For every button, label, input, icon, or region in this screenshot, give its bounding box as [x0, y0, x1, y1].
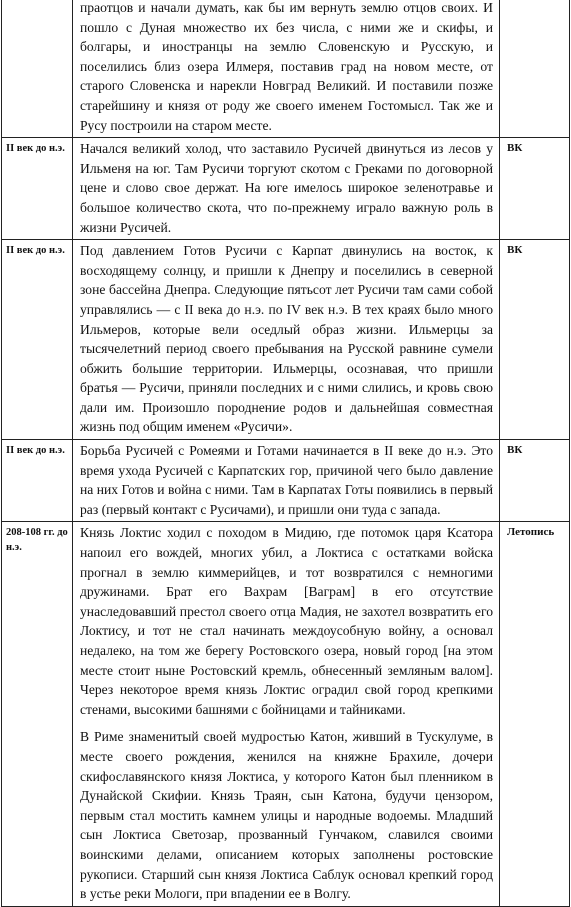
source-cell — [500, 0, 570, 138]
event-cell — [73, 240, 500, 440]
event-paragraph: праотцов и начали думать, как бы им вернуть землю отцов своих. И пошло с Дуная множество их без числа, с ними же и скифы, и болгары, и иностранцы на землю Словенскую и Русскую, и поселились близ озера Илмеря, поставив град на новом месте, от старого Словенска и нарекли Новград Великий. И поставили позже старейшину и князя от роду же своего именем Гостомысл. Так же и Русу построили на старом месте. — [80, 0, 493, 133]
source-cell: ВК — [500, 240, 570, 440]
date-cell: 208-108 гг. до н.э. — [2, 522, 73, 906]
date-cell — [2, 0, 73, 138]
date-cell: II век до н.э. — [2, 440, 73, 522]
event-paragraph: Начался великий холод, что заставило Русичей двинуться из лесов у Ильменя на юг. Там Русичи торгуют скотом с Греками по договорной цене и слово свое держат. На юге имелось широкое зеленотравье и большое количество скота, что по-прежнему играло важную роль в жизни Русичей. — [80, 141, 493, 235]
date-cell: II век до н.э. — [2, 240, 73, 440]
source-cell: ВК — [500, 138, 570, 240]
event-cell — [73, 440, 500, 522]
chronology-table — [1, 0, 570, 907]
source-cell: Летопись — [500, 522, 570, 906]
event-cell — [73, 0, 500, 138]
table-row — [2, 440, 570, 522]
event-cell — [73, 138, 500, 240]
table-row — [2, 138, 570, 240]
event-paragraph: В Риме знаменитый своей мудростью Катон, живший в Тускулуме, в месте своего рождения, женился на княжне Брахиле, дочери скифославянского князя Локтиса, у которого Катон был пленником в Дунайской Скифии. Князь Траян, сын Катона, будучи цензором, первым стал мостить камнем улицы и народные водоемы. Младший сын Локтиса Светозар, прозванный Гунчаком, славился своими воинскими делами, описанием которых заполнены ростовские рукописи. Старший сын князя Локтиса Саблук основал крепкий город в устье реки Мологи, при впадении ее в Волгу. — [80, 729, 493, 902]
event-paragraph: Под давлением Готов Русичи с Карпат двинулись на восток, к восходящему солнцу, и пришли к Днепру и поселились в северной зоне бассейна Днепра. Следующие пятьсот лет Русичи там сами собой управлялись — с II века до н.э. по IV век н.э. В тех краях было много Ильмеров, которые вели оседлый образ жизни. Ильмерцы за тысячелетний период своего пребывания на Русской равнине сумели обжить большие территории. Ильмерцы, осознавая, что пришли братья — Русичи, приняли последних и с ними слились, и кровь свою дали им. Произошло породнение родов и дальнейшая совместная жизнь под общим именем «Русичи». — [80, 243, 493, 435]
event-cell — [73, 522, 500, 906]
table-row — [2, 522, 570, 906]
source-cell: ВК — [500, 440, 570, 522]
date-cell: II век до н.э. — [2, 138, 73, 240]
event-paragraph: Борьба Русичей с Ромеями и Готами начинается в II веке до н.э. Это время ухода Русичей с Карпатских гор, причиной чего было давление на них Готов и война с ними. Там в Карпатах Готы появились в первый раз (первый контакт с Русичами), и пришли они туда с запада. — [80, 443, 493, 517]
table-row — [2, 0, 570, 138]
table-row — [2, 240, 570, 440]
event-paragraph: Князь Локтис ходил с походом в Мидию, где потомок царя Ксатора напоил его вождей, многих убил, а Локтиса с остатками войска прогнал в землю киммерийцев, и тот возвратился с немногими дружинами. Брат его Вахрам [Ваграм] в его отсутствие унаследовавший престол своего отца Мадия, не захотел возвратить его Локтису, и тот не стал начинать междоусобную войну, а основал недалеко, на том же берегу Ростовского озера, новый город [на этом месте стоит ныне Ростовский кремль, обнесенный земляным валом]. Через некоторое время князь Локтис оградил свой город крепкими стенами, высокими башнями с бойницами и тайниками. — [80, 525, 493, 717]
